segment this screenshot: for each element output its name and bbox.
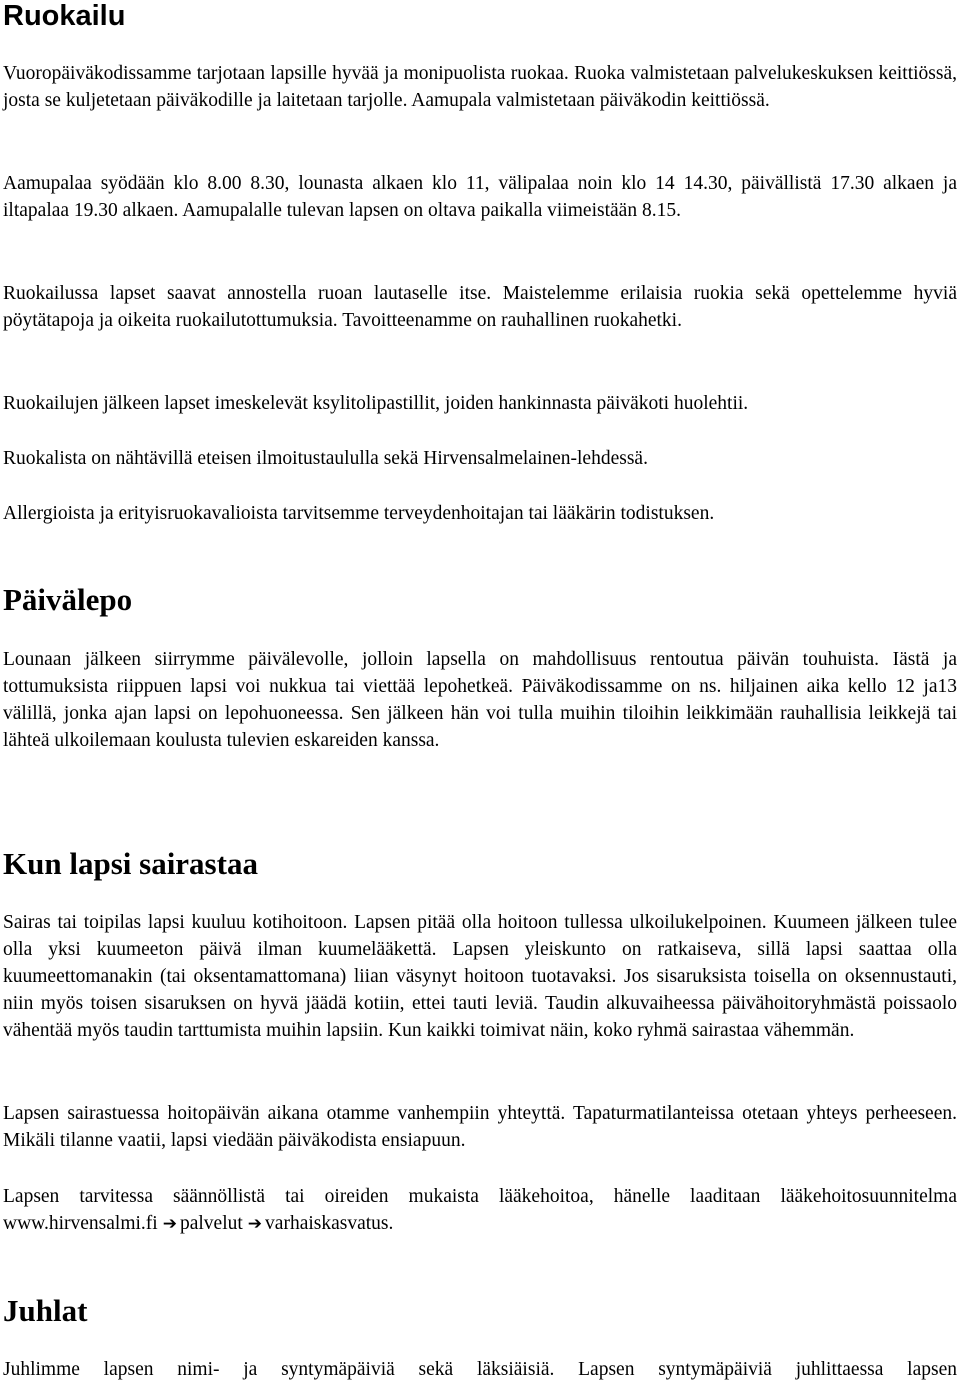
breadcrumb-varhaiskasvatus: varhaiskasvatus.	[265, 1213, 394, 1234]
paragraph-sairastaa-medication	[3, 1183, 957, 1238]
hirvensalmi-link[interactable]: www.hirvensalmi.fi	[3, 1213, 158, 1234]
paragraph-ruokailu-allergies: Allergioista ja erityisruokavalioista tarvitsemme terveydenhoitajan tai lääkärin todistuksen.	[3, 503, 715, 524]
breadcrumb-palvelut: palvelut	[179, 1213, 243, 1234]
paragraph-ruokailu-serving: Ruokailussa lapset saavat annostella ruoan lautaselle itse. Maistelemme erilaisia ruokia sekä opettelemme hyviä pöytätapoja ja oikeita ruokailutottumuksia. Tavoitteenamme on rauhallinen ruokahetki.	[3, 283, 957, 331]
paragraph-ruokailu-intro: Vuoropäiväkodissamme tarjotaan lapsille hyvää ja monipuolista ruokaa. Ruoka valmistetaan palvelukeskuksen keittiössä, josta se kuljetetaan päiväkodille ja laitetaan tarjolle. Aamupala valmistetaan päiväkodin keittiössä.	[3, 63, 957, 111]
paragraph-ruokailu-menu: Ruokalista on nähtävillä eteisen ilmoitustaululla sekä Hirvensalmelainen-lehdessä.	[3, 448, 648, 469]
arrow-right-icon: ➔	[162, 1214, 177, 1234]
heading-juhlat: Juhlat	[3, 1293, 88, 1328]
heading-kun-lapsi-sairastaa: Kun lapsi sairastaa	[3, 846, 258, 881]
paragraph-juhlat: Juhlimme lapsen nimi- ja syntymäpäiviä sekä läksiäisiä. Lapsen syntymäpäiviä juhlittaessa lapsen	[3, 1359, 957, 1380]
paragraph-ruokailu-xylitol: Ruokailujen jälkeen lapset imeskelevät ksylitolipastillit, joiden hankinnasta päiväkoti huolehtii.	[3, 393, 749, 414]
heading-ruokailu: Ruokailu	[3, 0, 126, 32]
paragraph-paivalepo: Lounaan jälkeen siirrymme päivälevolle, jolloin lapsella on mahdollisuus rentoutua päivän touhuista. Iästä ja tottumuksista riippuen lapsi voi nukkua tai viettää lepohetkeä. Päiväkodissamme on ns. hiljainen aika kello 12 ja13 välillä, jonka ajan lapsi on lepohuoneessa. Sen jälkeen hän voi tulla muihin tiloihin leikkimään rauhallisia leikkejä tai lähteä ulkoilemaan koulusta tulevien eskareiden kanssa.	[3, 649, 957, 751]
paragraph-ruokailu-times: Aamupalaa syödään klo 8.00 8.30, lounasta alkaen klo 11, välipalaa noin klo 14 14.30, päivällistä 17.30 alkaen ja iltapalaa 19.30 alkaen. Aamupalalle tulevan lapsen on oltava paikalla viimeistään 8.15.	[3, 173, 957, 221]
medication-text: Lapsen tarvitessa säännöllistä tai oireiden mukaista lääkehoitoa, hänelle laaditaan lääkehoitosuunnitelma	[3, 1186, 957, 1207]
heading-paivalepo: Päivälepo	[3, 582, 133, 617]
arrow-right-icon: ➔	[247, 1214, 263, 1234]
paragraph-sairastaa-rules: Sairas tai toipilas lapsi kuuluu kotihoitoon. Lapsen pitää olla hoitoon tullessa ulkoilukelpoinen. Kuumeen jälkeen tulee olla yksi kuumeeton päivä ilman kuumelääkettä. Lapsen yleiskunto on ratkaiseva, sillä lapsi saattaa olla kuumeettomanakin (tai oksentamattomana) liian väsynyt hoitoon tuotavaksi. Jos sisaruksista toisella on oksennustauti, niin myös toisen sisaruksen on hyvä jäädä kotiin, ettei tauti leviä. Taudin alkuvaiheessa päivähoitoryhmästä poissaolo vähentää myös taudin tarttumista muihin lapsiin. Kun kaikki toimivat näin, koko ryhmä sairastaa vähemmän.	[3, 912, 957, 1041]
paragraph-sairastaa-contact: Lapsen sairastuessa hoitopäivän aikana otamme vanhempiin yhteyttä. Tapaturmatilanteissa otetaan yhteys perheeseen. Mikäli tilanne vaatii, lapsi viedään päiväkodista ensiapuun.	[3, 1103, 957, 1151]
